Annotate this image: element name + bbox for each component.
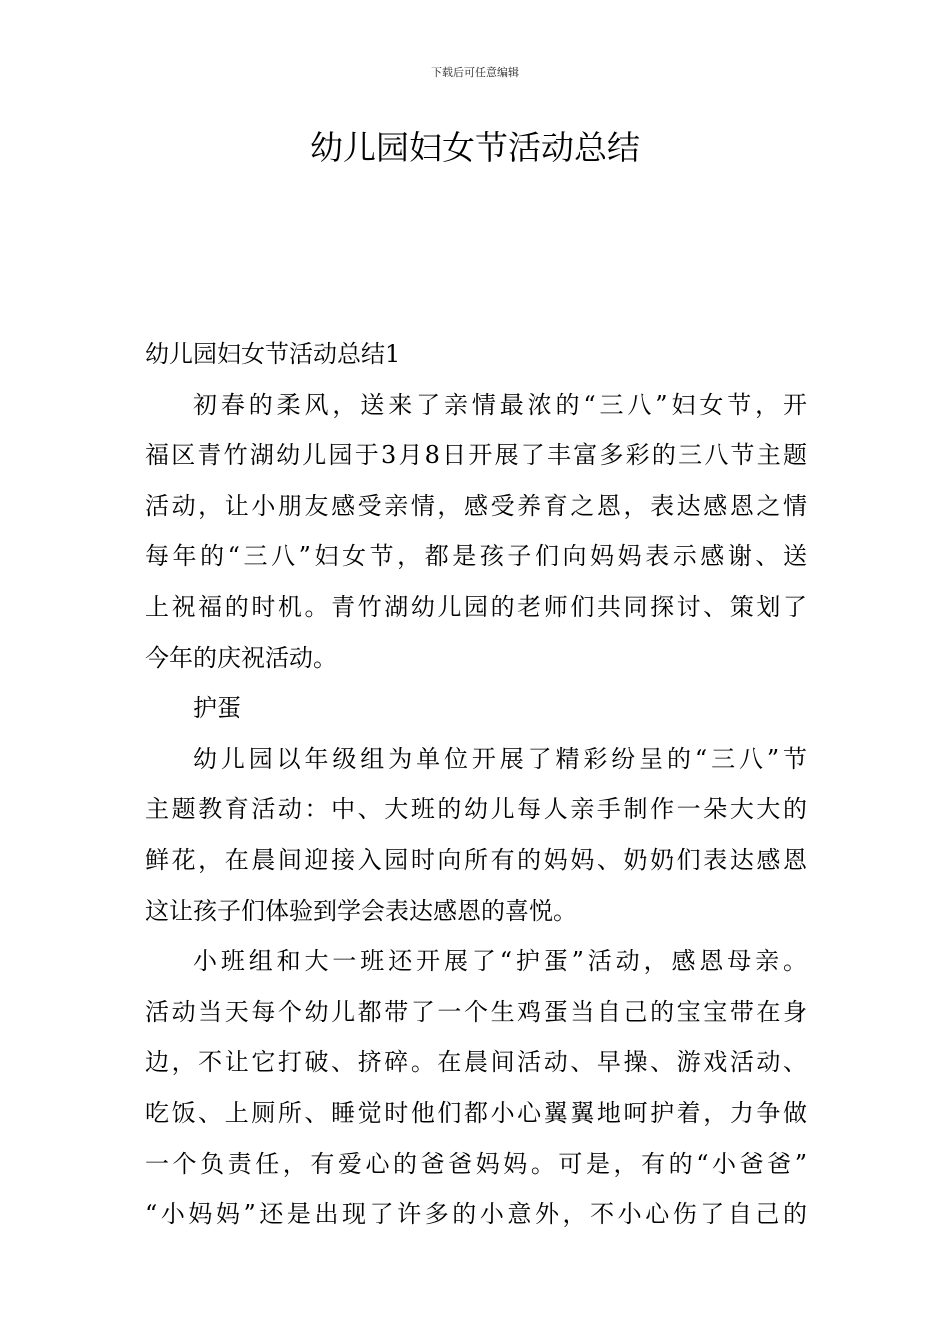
- text-line: 初春的柔风，送来了亲情最浓的“三八”妇女节，开: [193, 390, 807, 419]
- text-line: 边，不让它打破、挤碎。在晨间活动、早操、游戏活动、: [145, 1048, 807, 1077]
- body-text: [145, 329, 807, 1240]
- text-line: 福区青竹湖幼儿园于3月8日开展了丰富多彩的三八节主题: [145, 441, 807, 470]
- document-title: 幼儿园妇女节活动总结: [310, 128, 640, 167]
- text-line: 幼儿园以年级组为单位开展了精彩纷呈的“三八”节: [193, 744, 807, 773]
- text-line: 主题教育活动：中、大班的幼儿每人亲手制作一朵大大的: [145, 795, 807, 824]
- text-line: 吃饭、上厕所、睡觉时他们都小心翼翼地呵护着，力争做: [145, 1098, 807, 1127]
- text-line: 小班组和大一班还开展了“护蛋”活动，感恩母亲。: [193, 947, 807, 976]
- text-line: 鲜花，在晨间迎接入园时向所有的妈妈、奶奶们表达感恩: [145, 845, 807, 874]
- text-line: 这让孩子们体验到学会表达感恩的喜悦。: [145, 896, 577, 925]
- text-line: 一个负责任，有爱心的爸爸妈妈。可是，有的“小爸爸”: [145, 1149, 807, 1178]
- text-line: 每年的“三八”妇女节，都是孩子们向妈妈表示感谢、送: [145, 542, 807, 571]
- text-line: 活动当天每个幼儿都带了一个生鸡蛋当自己的宝宝带在身: [145, 997, 807, 1026]
- text-line: 今年的庆祝活动。: [145, 643, 337, 672]
- section-heading: 幼儿园妇女节活动总结1: [145, 340, 401, 368]
- text-line: 上祝福的时机。青竹湖幼儿园的老师们共同探讨、策划了: [145, 592, 807, 621]
- subsection-heading: 护蛋: [193, 694, 241, 723]
- header-note: 下载后可任意编辑: [431, 66, 519, 79]
- text-line: “小妈妈”还是出现了许多的小意外，不小心伤了自己的: [145, 1200, 807, 1229]
- text-line: 活动，让小朋友感受亲情，感受养育之恩，表达感恩之情: [145, 491, 807, 520]
